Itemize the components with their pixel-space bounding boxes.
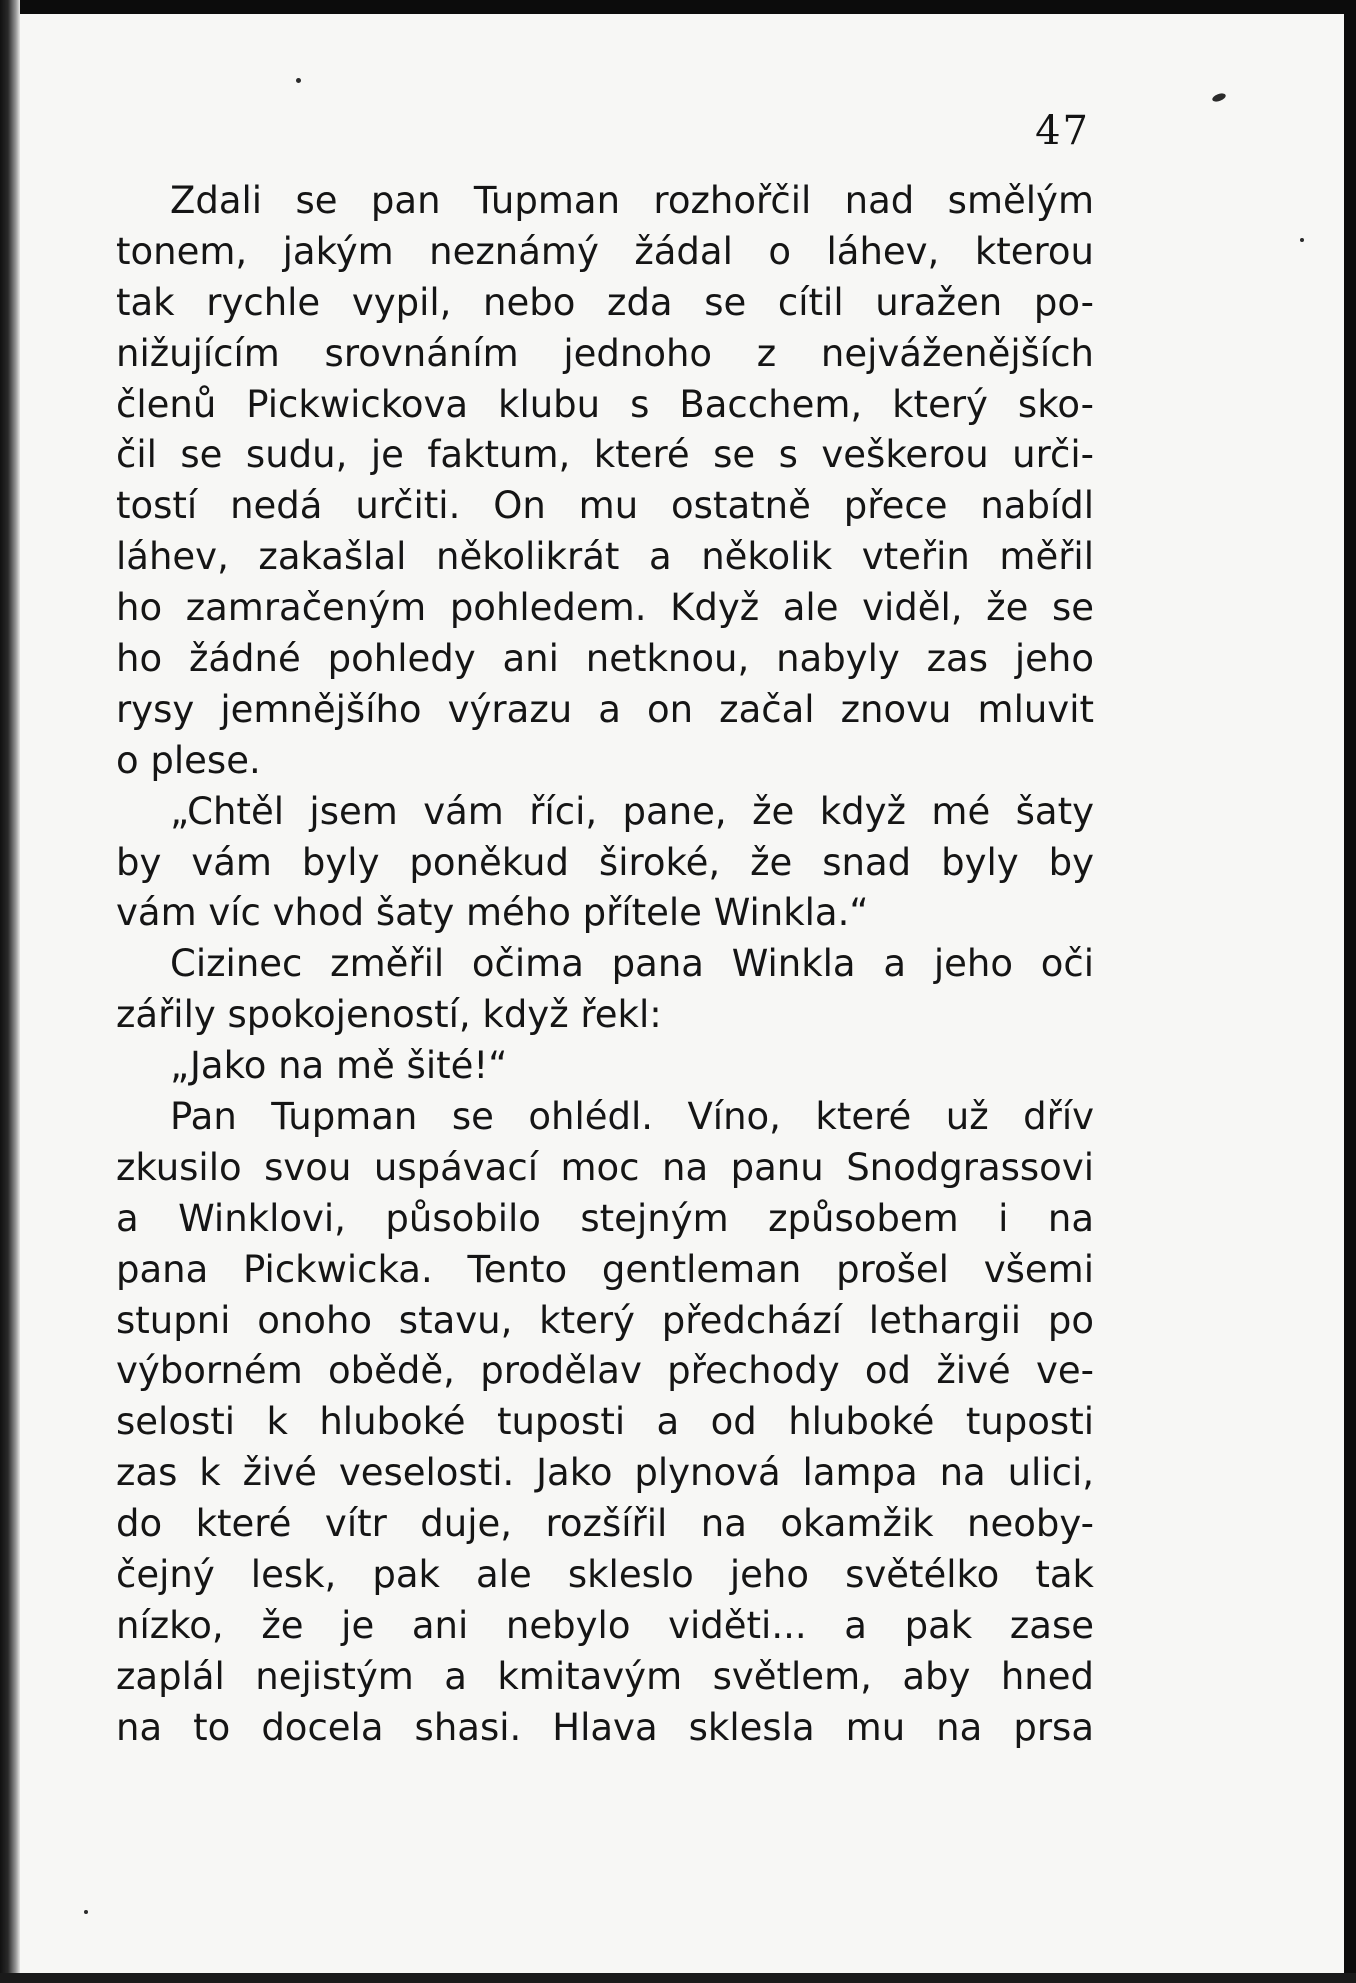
text-line: čejný lesk, pak ale skleslo jeho světélko tak <box>116 1553 1094 1597</box>
text-line: láhev, zakašlal několikrát a několik vteřin měřil <box>116 535 1094 579</box>
body-text <box>116 176 1094 1754</box>
text-line: selosti k hluboké tuposti a od hluboké tuposti <box>116 1400 1094 1444</box>
scan-speck <box>1300 238 1304 242</box>
scan-border-left <box>0 0 20 1983</box>
text-line: Pan Tupman se ohlédl. Víno, které už dřív <box>170 1095 1094 1139</box>
text-line: „Chtěl jsem vám říci, pane, že když mé šaty <box>170 789 1094 833</box>
text-line: nízko, že je ani nebylo viděti... a pak zase <box>116 1603 1094 1647</box>
text-line: „Jako na mě šité!“ <box>170 1044 508 1088</box>
text-line: a Winklovi, působilo stejným způsobem i na <box>116 1196 1094 1240</box>
text-line: zaplál nejistým a kmitavým světlem, aby hned <box>116 1654 1094 1698</box>
scan-speck <box>296 78 301 83</box>
text-line: by vám byly poněkud široké, že snad byly by <box>116 840 1094 884</box>
text-line: tonem, jakým neznámý žádal o láhev, kterou <box>116 229 1094 273</box>
text-line: zas k živé veselosti. Jako plynová lampa na ulici, <box>116 1451 1094 1495</box>
scan-border-top <box>0 0 1356 14</box>
text-line: ho žádné pohledy ani netknou, nabyly zas jeho <box>116 637 1094 681</box>
text-line: do které vítr duje, rozšířil na okamžik neoby- <box>116 1502 1094 1546</box>
text-line: rysy jemnějšího výrazu a on začal znovu mluvit <box>116 687 1094 731</box>
text-line: zkusilo svou uspávací moc na panu Snodgrassovi <box>116 1145 1094 1189</box>
text-line: tostí nedá určiti. On mu ostatně přece nabídl <box>116 484 1094 528</box>
text-line: na to docela shasi. Hlava sklesla mu na prsa <box>116 1705 1094 1749</box>
scan-border-bottom <box>0 1973 1356 1983</box>
text-line: čil se sudu, je faktum, které se s veškerou urči- <box>116 433 1094 477</box>
text-line: Zdali se pan Tupman rozhořčil nad smělým <box>170 179 1094 222</box>
text-line: vám víc vhod šaty mého přítele Winkla.“ <box>116 891 869 935</box>
text-line: o plese. <box>116 738 261 782</box>
text-line: Cizinec změřil očima pana Winkla a jeho oči <box>170 942 1094 986</box>
scan-speck <box>1211 92 1227 103</box>
text-line: zářily spokojeností, když řekl: <box>116 993 662 1037</box>
text-line: nižujícím srovnáním jednoho z nejváženějších <box>116 331 1094 375</box>
text-line: tak rychle vypil, nebo zda se cítil uražen po- <box>116 280 1094 324</box>
page-number: 47 <box>1035 108 1090 154</box>
text-line: členů Pickwickova klubu s Bacchem, který sko- <box>116 382 1094 426</box>
text-line: výborném obědě, prodělav přechody od živé ve- <box>116 1349 1094 1393</box>
scan-speck <box>84 1910 88 1914</box>
text-line: stupni onoho stavu, který předchází lethargii po <box>116 1298 1094 1342</box>
text-line: ho zamračeným pohledem. Když ale viděl, že se <box>116 586 1094 630</box>
text-line: pana Pickwicka. Tento gentleman prošel všemi <box>116 1247 1094 1291</box>
scan-border-right <box>1344 0 1356 1983</box>
